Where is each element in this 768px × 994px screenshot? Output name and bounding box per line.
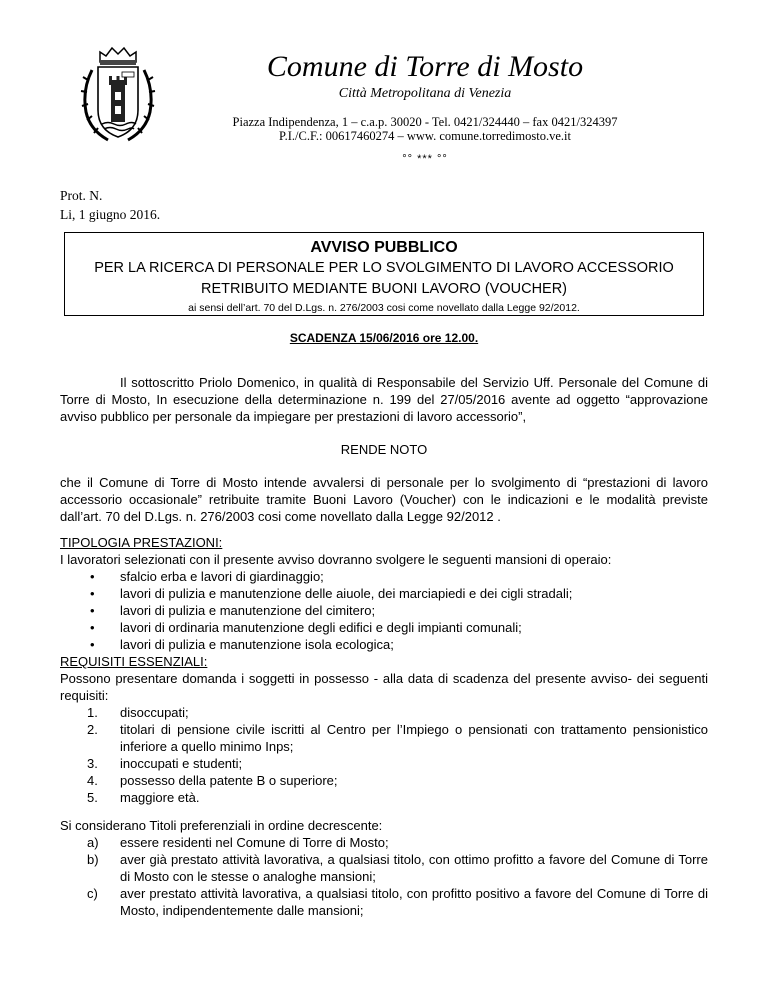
list-item-text: essere residenti nel Comune di Torre di Mosto; [120, 835, 389, 850]
tipologia-list [60, 568, 708, 653]
list-item [60, 636, 708, 653]
protocol-block [60, 186, 160, 224]
notice-legal-reference: ai sensi dell’art. 70 del D.Lgs. n. 276/2003 cosi come novellato dalla Legge 92/2012. [188, 302, 580, 314]
list-item [60, 885, 708, 919]
list-marker: 2. [87, 722, 98, 737]
intro-paragraph: Il sottoscritto Priolo Domenico, in qualità di Responsabile del Servizio Uff. Personale del Comune di Torre di Mosto, In esecuzione della determinazione n. 199 del 27/05/2016 avente ad oggetto “approvazione avviso pubblico per personale da impiegare per prestazioni di lavoro accessorio”, [60, 375, 708, 424]
list-item [60, 585, 708, 602]
notice-subject-line: PER LA RICERCA DI PERSONALE PER LO SVOLGIMENTO DI LAVORO ACCESSORIO [94, 260, 674, 276]
list-marker: 4. [87, 773, 98, 788]
list-marker: 1. [87, 705, 98, 720]
list-marker: • [90, 637, 95, 652]
list-item-text: inoccupati e studenti; [120, 756, 243, 771]
list-item-text: lavori di pulizia e manutenzione del cimitero; [120, 603, 376, 618]
requisiti-section [60, 653, 708, 806]
list-marker: • [90, 620, 95, 635]
list-item-text: maggiore età. [120, 790, 200, 805]
header-separator: °° *** °° [402, 153, 448, 165]
list-item [60, 721, 708, 755]
list-marker: • [90, 603, 95, 618]
list-item-text: titolari di pensione civile iscritti al Centro per l’Impiego o pensionati con trattamento pensionistico inferiore a quello minimo Inps; [120, 722, 708, 754]
notice-paragraph: che il Comune di Torre di Mosto intende avvalersi di personale per lo svolgimento di “prestazioni di lavoro accessorio occasionale” retribuite tramite Buoni Lavoro (Voucher) con le indicazioni e le modalità previste dall’art. 70 del D.Lgs. n. 276/2003 cosi come novellato dalla Legge 92/2012 . [60, 475, 708, 524]
list-item [60, 619, 708, 636]
titoli-section [60, 817, 708, 919]
address-line: Piazza Indipendenza, 1 – c.a.p. 30020 - Tel. 0421/324440 – fax 0421/324397 [232, 115, 618, 129]
requisiti-list [60, 704, 708, 806]
list-marker: b) [87, 852, 99, 867]
list-item [60, 602, 708, 619]
list-item [60, 772, 708, 789]
requisiti-heading: REQUISITI ESSENZIALI: [60, 654, 208, 669]
tipologia-heading: TIPOLOGIA PRESTAZIONI: [60, 535, 223, 550]
municipality-address [180, 115, 670, 143]
tax-id-website-line: P.I./C.F.: 00617460274 – www. comune.torredimosto.ve.it [279, 129, 571, 143]
list-item [60, 755, 708, 772]
coat-of-arms-icon [78, 40, 158, 146]
rende-noto-heading: RENDE NOTO [340, 442, 428, 457]
municipality-subtitle: Città Metropolitana di Venezia [338, 86, 512, 101]
notice-title: AVVISO PUBBLICO [310, 239, 458, 256]
list-marker: • [90, 569, 95, 584]
list-item-text: aver già prestato attività lavorativa, a qualsiasi titolo, con ottimo profitto a favore del Comune di Torre di Mosto con le stesse o analoghe mansioni; [120, 852, 708, 884]
list-item-text: lavori di ordinaria manutenzione degli edifici e degli impianti comunali; [120, 620, 522, 635]
list-item-text: lavori di pulizia e manutenzione delle aiuole, dei marciapiedi e dei cigli stradali; [120, 586, 573, 601]
titoli-intro: Si considerano Titoli preferenziali in ordine decrescente: [60, 818, 383, 833]
list-item [60, 568, 708, 585]
deadline: SCADENZA 15/06/2016 ore 12.00. [289, 331, 479, 345]
document-date: Li, 1 giugno 2016. [60, 207, 161, 222]
list-item [60, 834, 708, 851]
list-marker: 3. [87, 756, 98, 771]
notice-subject-line: RETRIBUITO MEDIANTE BUONI LAVORO (VOUCHER) [200, 281, 568, 297]
tipologia-section [60, 534, 708, 653]
tipologia-intro: I lavoratori selezionati con il presente avviso dovranno svolgere le seguenti mansioni di operaio: [60, 552, 612, 567]
protocol-number: Prot. N. [60, 188, 103, 203]
list-marker: a) [87, 835, 99, 850]
list-item-text: possesso della patente B o superiore; [120, 773, 338, 788]
list-marker: • [90, 586, 95, 601]
list-item-text: disoccupati; [120, 705, 189, 720]
requisiti-intro: Possono presentare domanda i soggetti in possesso - alla data di scadenza del presente avviso- dei seguenti requisiti: [60, 671, 708, 703]
notice-title-box [64, 232, 704, 316]
list-item-text: lavori di pulizia e manutenzione isola ecologica; [120, 637, 394, 652]
municipality-title: Comune di Torre di Mosto [266, 50, 584, 83]
list-item [60, 789, 708, 806]
list-marker: c) [87, 886, 98, 901]
list-marker: 5. [87, 790, 98, 805]
list-item-text: sfalcio erba e lavori di giardinaggio; [120, 569, 324, 584]
titoli-list [60, 834, 708, 919]
list-item-text: aver prestato attività lavorativa, a qualsiasi titolo, con profitto positivo a favore del Comune di Torre di Mosto, indipendentemente dalle mansioni; [120, 886, 708, 918]
list-item [60, 851, 708, 885]
list-item [60, 704, 708, 721]
